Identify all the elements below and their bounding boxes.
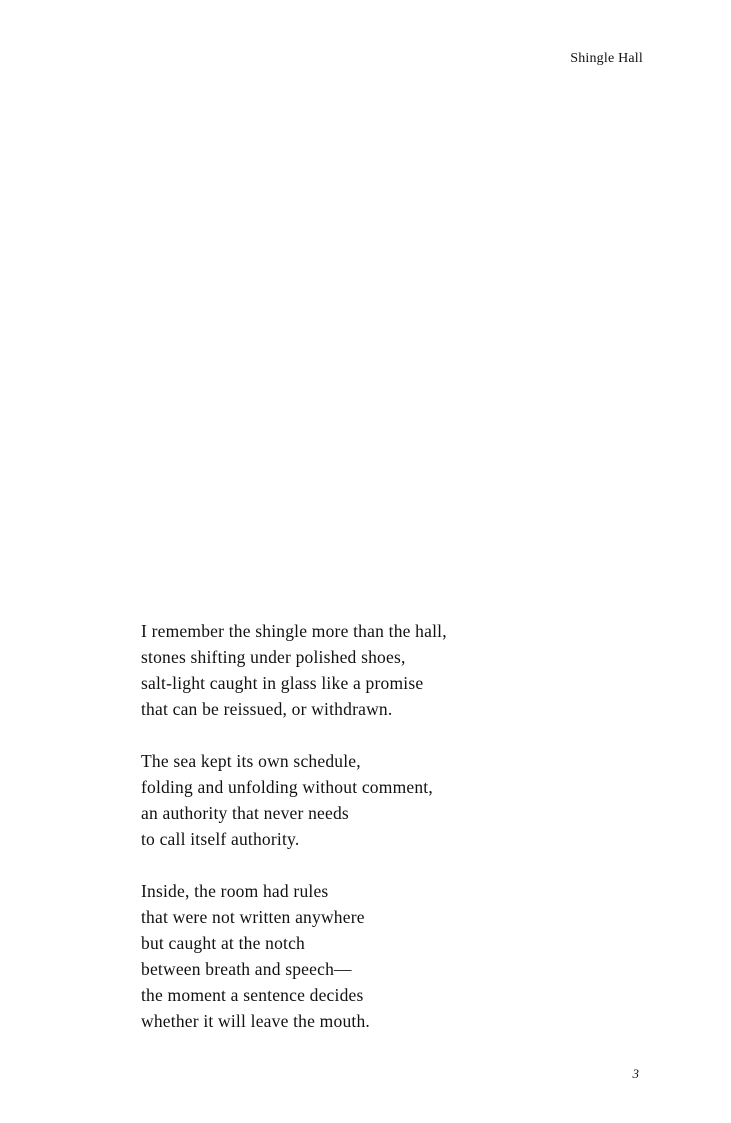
poem-line: The sea kept its own schedule, <box>141 751 361 771</box>
running-header: Shingle Hall <box>570 51 643 66</box>
poem-line: Inside, the room had rules <box>141 881 329 901</box>
poem-line: to call itself authority. <box>141 829 300 849</box>
poem-line: stones shifting under polished shoes, <box>141 647 406 667</box>
poem-body <box>141 618 601 1034</box>
poem-line: that were not written anywhere <box>141 907 365 927</box>
poem-line: between breath and speech— <box>141 959 352 979</box>
poem-line: folding and unfolding without comment, <box>141 777 433 797</box>
poem-line: salt-light caught in glass like a promise <box>141 673 424 693</box>
poem-line: the moment a sentence decides <box>141 985 364 1005</box>
poem-line: an authority that never needs <box>141 803 349 823</box>
poem-line: that can be reissued, or withdrawn. <box>141 699 393 719</box>
poem-stanza-1 <box>141 618 601 722</box>
page-number: 3 <box>632 1066 639 1081</box>
poem-stanza-3 <box>141 878 601 1034</box>
poem-line: but caught at the notch <box>141 933 305 953</box>
poem-stanza-2 <box>141 748 601 852</box>
poem-line: whether it will leave the mouth. <box>141 1011 370 1031</box>
poem-line: I remember the shingle more than the hall, <box>141 621 447 641</box>
